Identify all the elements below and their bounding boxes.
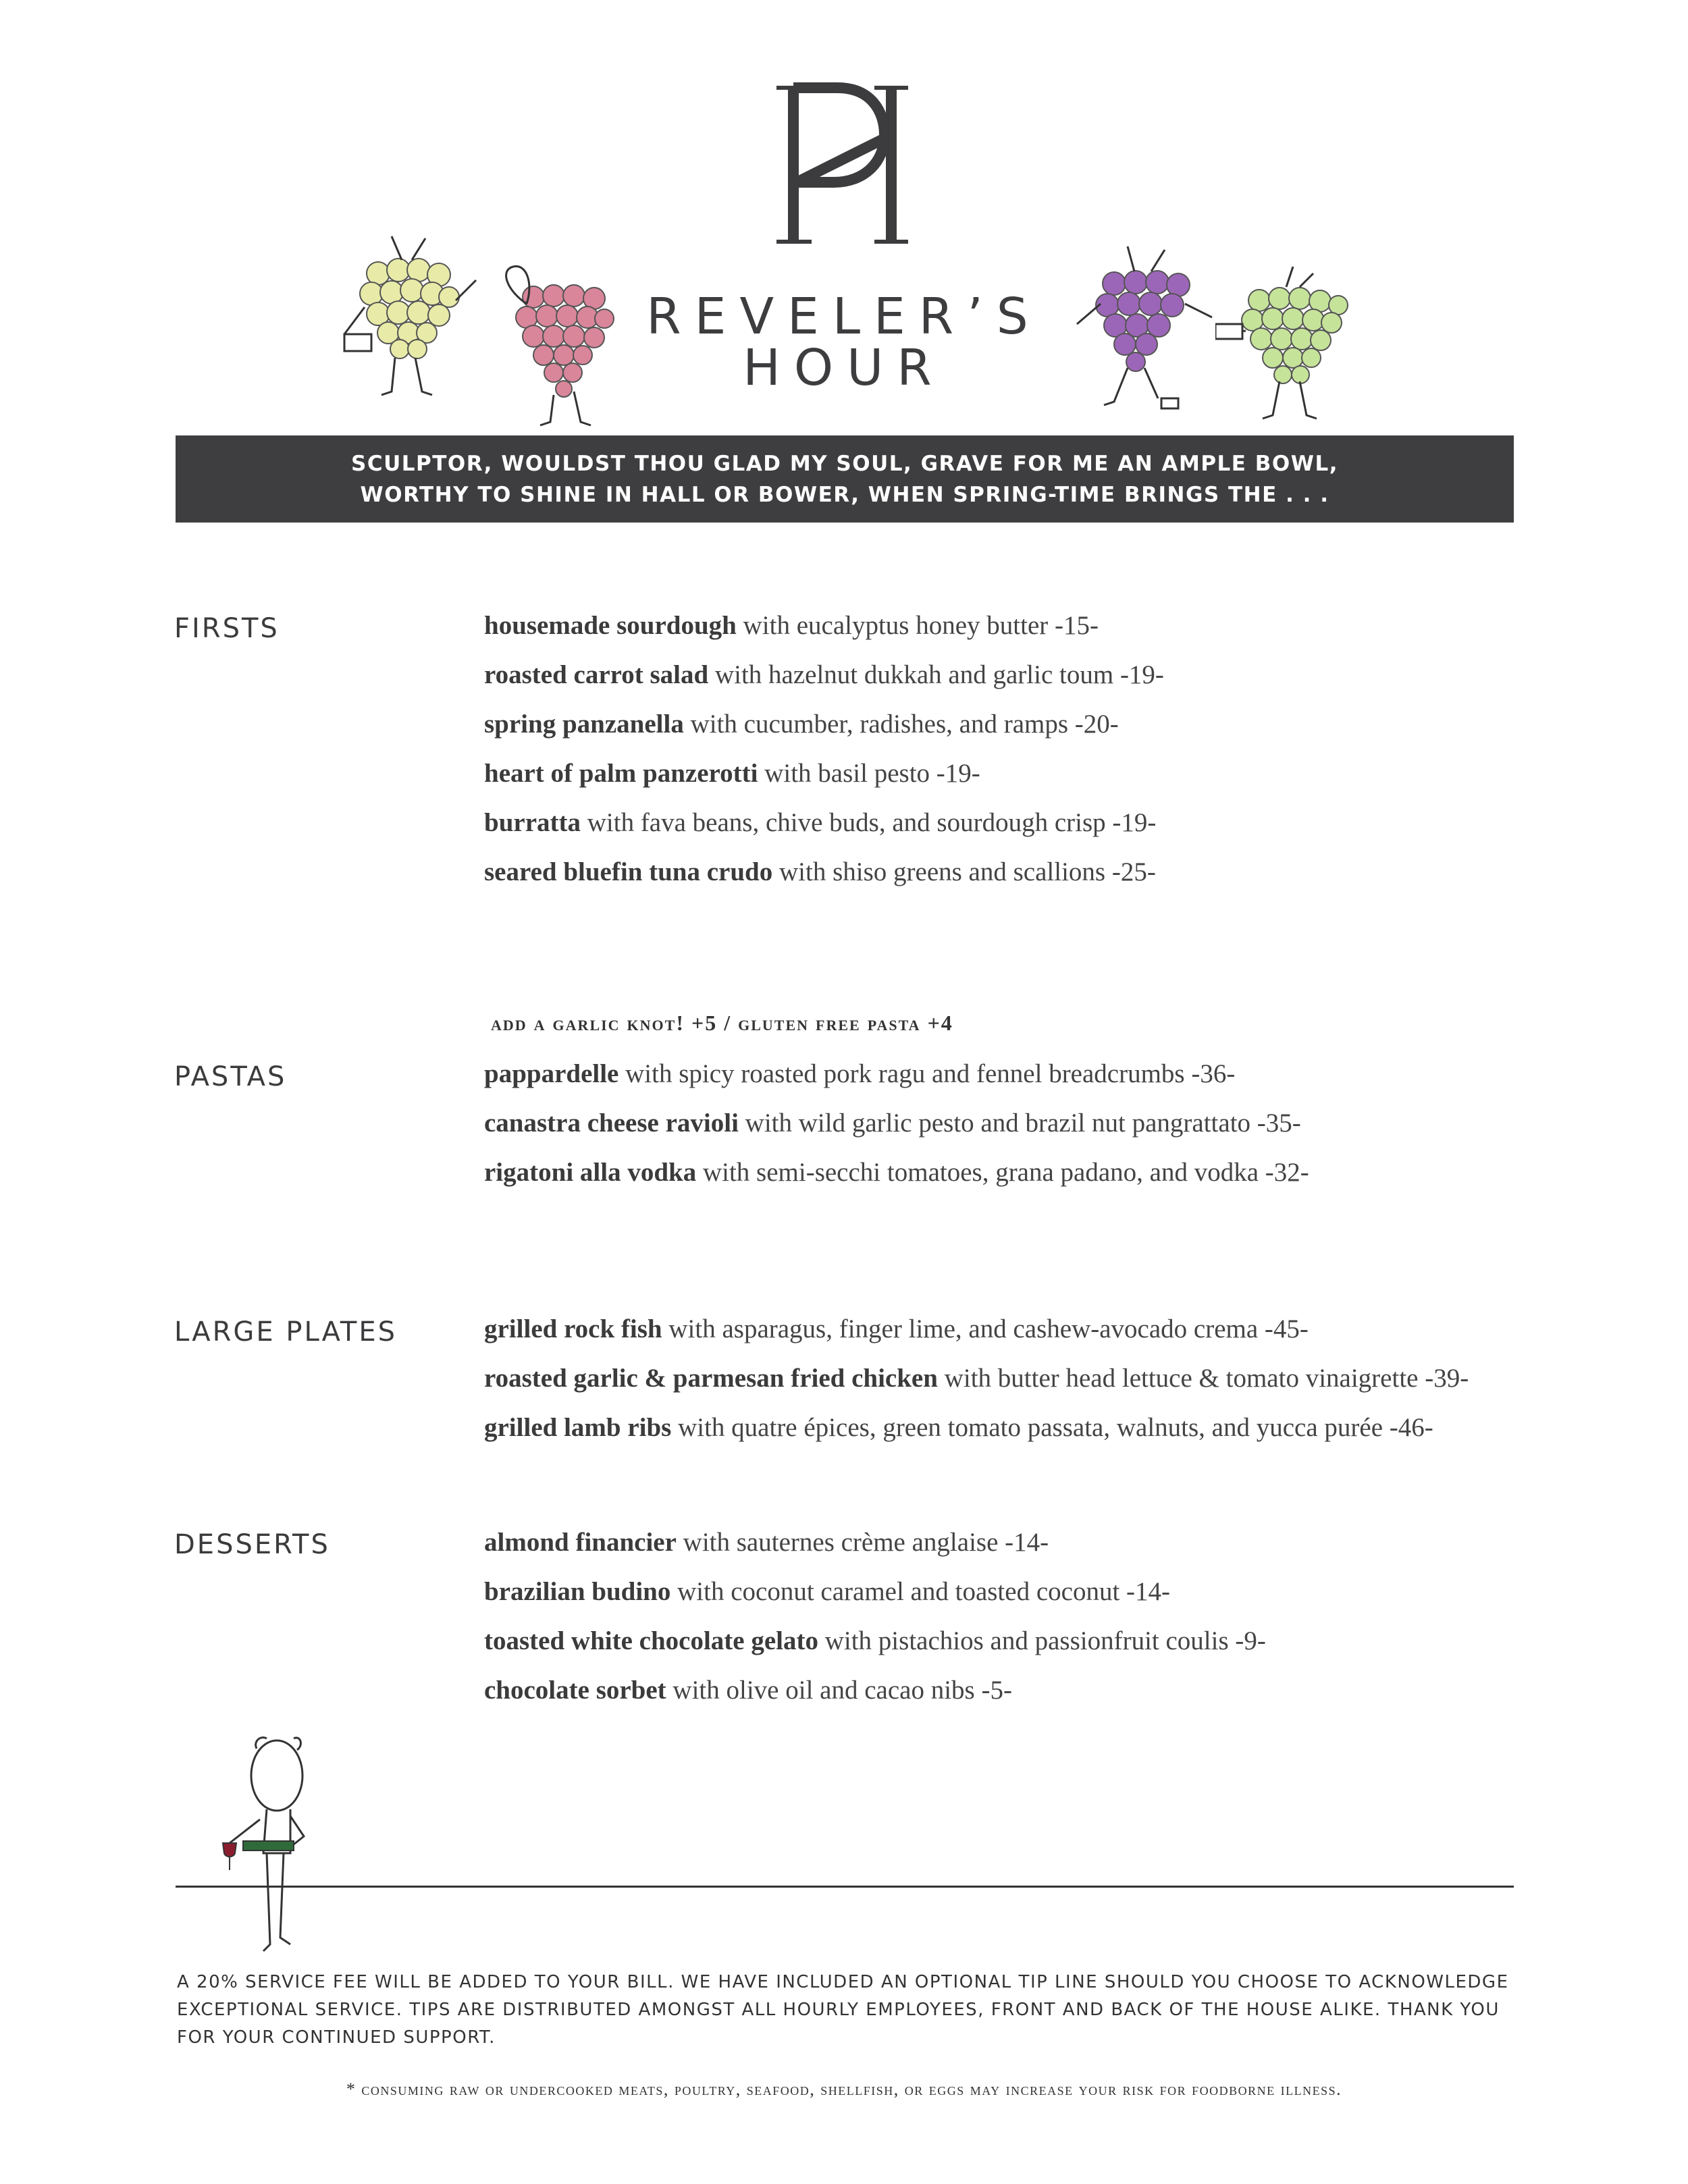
grape-character-icon — [486, 257, 635, 432]
dish-name: heart of palm panzerotti — [484, 759, 758, 788]
grape-character-icon — [1215, 263, 1364, 439]
menu-item — [484, 1616, 1266, 1666]
reveler-figure-icon — [203, 1735, 338, 1958]
menu-item — [484, 1666, 1266, 1715]
dish-description: with coconut caramel and toasted coconut -14- — [670, 1577, 1171, 1606]
dish-name: roasted carrot salad — [484, 660, 709, 689]
menu-item — [484, 847, 1164, 897]
dish-description: with semi-secchi tomatoes, grana padano, and vodka -32- — [696, 1158, 1309, 1187]
dish-description: with olive oil and cacao nibs -5- — [666, 1676, 1012, 1705]
dish-description: with hazelnut dukkah and garlic toum -19- — [708, 660, 1164, 689]
menu-item — [484, 749, 1164, 798]
dish-name: canastra cheese ravioli — [484, 1109, 739, 1138]
dish-name: pappardelle — [484, 1059, 619, 1088]
desserts-items — [484, 1518, 1266, 1715]
menu-item — [484, 699, 1164, 749]
pastas-items — [484, 1049, 1309, 1197]
dish-description: with wild garlic pesto and brazil nut pangrattato -35- — [738, 1109, 1301, 1138]
dish-description: with spicy roasted pork ragu and fennel breadcrumbs -36- — [618, 1059, 1236, 1088]
section-title-desserts: DESSERTS — [174, 1529, 330, 1560]
section-title-pastas: PASTAS — [174, 1061, 287, 1092]
dish-name: housemade sourdough — [484, 611, 737, 640]
dish-description: with basil pesto -19- — [758, 759, 980, 788]
large-plates-items — [484, 1304, 1469, 1452]
menu-item — [484, 1403, 1469, 1452]
dish-description: with butter head lettuce & tomato vinaigrette -39- — [937, 1364, 1469, 1393]
banner-line2: WORTHY TO SHINE IN HALL OR BOWER, WHEN SPRING-TIME BRINGS THE . . . — [360, 482, 1329, 507]
service-fee-note: A 20% SERVICE FEE WILL BE ADDED TO YOUR BILL. WE HAVE INCLUDED AN OPTIONAL TIP LINE SHOULD YOU CHOOSE TO ACKNOWLEDGE EXCEPTIONAL SERVICE. TIPS ARE DISTRIBUTED AMONGST ALL HOURLY EMPLOYEES, FRONT AND BACK OF THE HOUSE ALIKE. THANK YOU FOR YOUR CONTINUED SUPPORT. — [177, 1972, 1509, 2048]
raw-food-warning: * consuming raw or undercooked meats, poultry, seafood, shellfish, or eggs may increase your risk for foodborne illness. — [346, 2079, 1342, 2099]
dish-description: with pistachios and passionfruit coulis -9- — [818, 1626, 1266, 1655]
grape-character-icon — [338, 233, 486, 408]
dish-name: grilled rock fish — [484, 1314, 662, 1343]
section-title-firsts: FIRSTS — [174, 613, 280, 644]
dish-description: with sauternes crème anglaise -14- — [676, 1528, 1049, 1557]
dish-name: almond financier — [484, 1528, 677, 1557]
menu-item — [484, 1148, 1309, 1197]
menu-item — [484, 798, 1164, 847]
quote-banner — [176, 435, 1514, 523]
dish-name: roasted garlic & parmesan fried chicken — [484, 1364, 938, 1393]
dish-description: with shiso greens and scallions -25- — [772, 857, 1156, 886]
dish-name: seared bluefin tuna crudo — [484, 857, 773, 886]
dish-name: grilled lamb ribs — [484, 1413, 672, 1442]
dish-name: spring panzanella — [484, 710, 684, 739]
menu-item — [484, 1049, 1309, 1098]
dish-description: with cucumber, radishes, and ramps -20- — [683, 710, 1119, 739]
logo-monogram-icon — [770, 81, 918, 246]
dish-description: with asparagus, finger lime, and cashew-avocado crema -45- — [662, 1314, 1309, 1343]
dish-description: with eucalyptus honey butter -15- — [736, 611, 1099, 640]
brand-name-line1: REVELER’S — [646, 288, 1042, 346]
banner-line1: SCULPTOR, WOULDST THOU GLAD MY SOUL, GRAVE FOR ME AN AMPLE BOWL, — [351, 451, 1338, 476]
dish-name: chocolate sorbet — [484, 1676, 666, 1705]
brand-name-line2: HOUR — [743, 339, 945, 397]
dish-description: with fava beans, chive buds, and sourdough crisp -19- — [580, 808, 1157, 837]
menu-item — [484, 1304, 1469, 1354]
menu-item — [484, 650, 1164, 699]
menu-item — [484, 1354, 1469, 1403]
dish-name: toasted white chocolate gelato — [484, 1626, 818, 1655]
menu-item — [484, 1518, 1266, 1567]
menu-item — [484, 1098, 1309, 1148]
footer-divider — [176, 1886, 1514, 1888]
dish-description: with quatre épices, green tomato passata, walnuts, and yucca purée -46- — [671, 1413, 1433, 1442]
dish-name: rigatoni alla vodka — [484, 1158, 697, 1187]
section-title-large-plates: LARGE PLATES — [174, 1316, 398, 1348]
menu-item — [484, 1567, 1266, 1616]
dish-name: burratta — [484, 808, 581, 837]
grape-character-icon — [1074, 243, 1222, 419]
pasta-addons-note: add a garlic knot! +5 / gluten free pasta +4 — [491, 1011, 953, 1035]
dish-name: brazilian budino — [484, 1577, 671, 1606]
menu-item — [484, 601, 1164, 650]
firsts-items — [484, 601, 1164, 897]
